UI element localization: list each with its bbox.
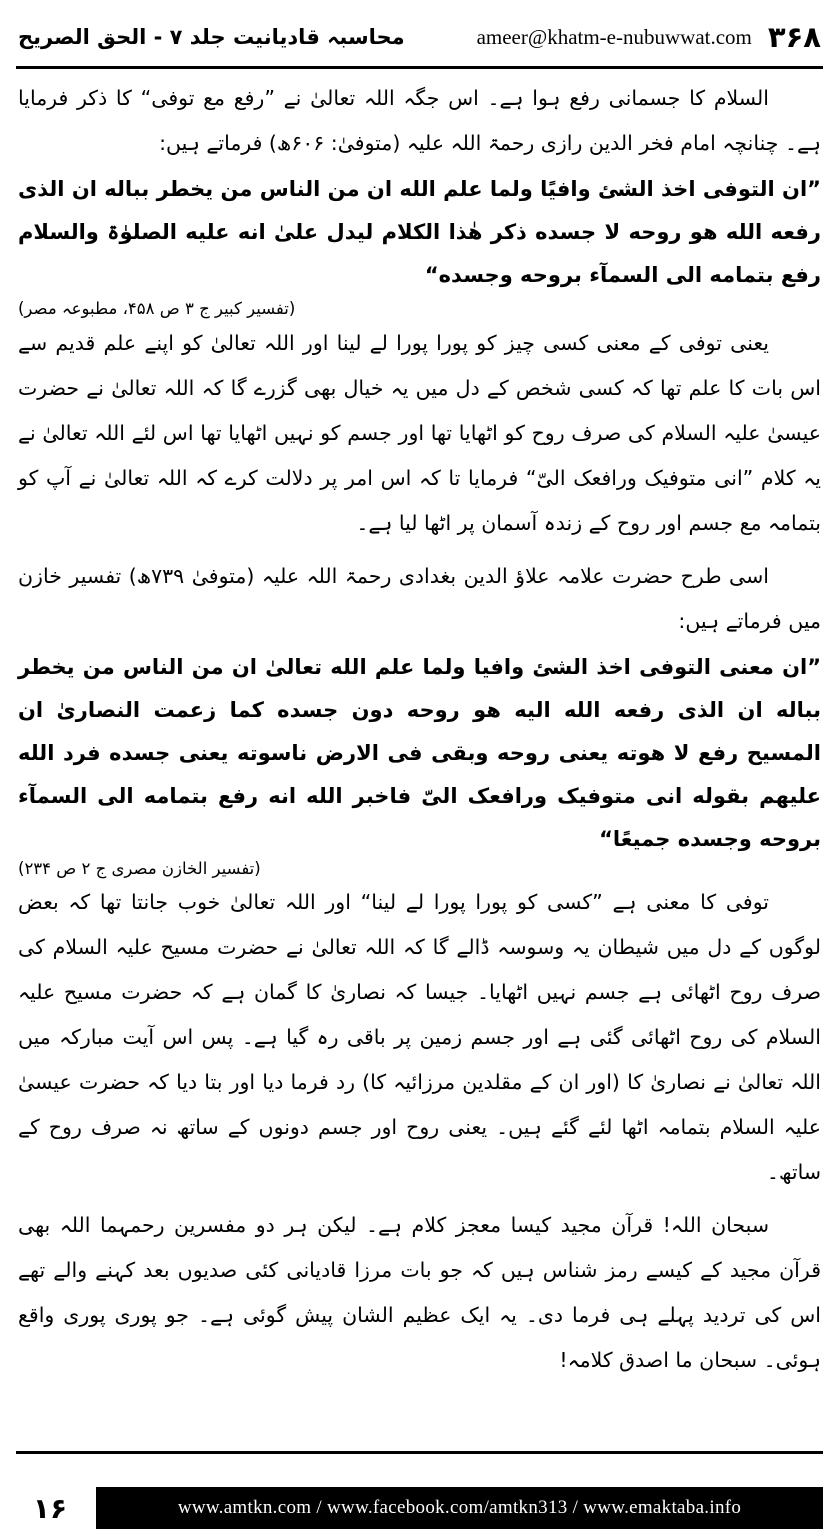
footer-links-bar [96, 1487, 823, 1529]
header-divider [16, 66, 823, 69]
paragraph-5: سبحان اللہ! قرآن مجید کیسا معجز کلام ہے۔ لیکن ہر دو مفسرین رحمہما اللہ بھی قرآن مجید کے کیسے رمز شناس ہیں کہ جو بات مرزا قادیانی کئی صدیوں بعد کہنے والے تھے اس کی تردید پہلے ہی فرما دی۔ یہ ایک عظیم الشان پیش گوئی ہے۔ جو پوری پوری واقع ہوئی۔ سبحان ما اصدق کلامہ! [18, 1213, 821, 1372]
contact-email: ameer@khatm-e-nubuwwat.com [476, 24, 752, 49]
paragraph-3: اسی طرح حضرت علامہ علاؤ الدین بغدادی رحمۃ اللہ علیہ (متوفیٰ ۷۳۹ھ) تفسیر خازن میں فرماتے ہیں: [18, 564, 821, 633]
header-page-number: ۳۶۸ [767, 20, 821, 54]
header-left-group [477, 20, 821, 54]
paragraph-1: السلام کا جسمانی رفع ہوا ہے۔ اس جگہ اللہ تعالیٰ نے ”رفع مع توفی“ کا ذکر فرمایا ہے۔ چنانچہ امام فخر الدین رازی رحمۃ اللہ علیہ (متوفیٰ: ۶۰۶ھ) فرماتے ہیں: [18, 86, 821, 155]
page-content [18, 76, 821, 1443]
arabic-quote-1: ”ان التوفی اخذ الشئ وافیًا ولما علم الله ان من الناس من یخطر بباله ان الذی رفعه الله هو روحه لا جسده ذکر هٰذا الکلام لیدل علیٰ انه علیه الصلوٰۃ والسلام رفع بتمامه الی السمآء بروحه وجسده“ [18, 177, 821, 287]
reference-2: (تفسیر الخازن مصری ج ۲ ص ۲۳۴) [18, 859, 261, 878]
footer-divider [16, 1451, 823, 1454]
header-title-group [18, 25, 405, 49]
arabic-quote-2: ”ان معنی التوفی اخذ الشئ وافیا ولما علم الله تعالیٰ ان من الناس من یخطر بباله ان الذی رفعه الله الیه هو روحه دون جسده کما زعمت النصاریٰ ان المسیح رفع لا هوته یعنی روحه وبقی فی الارض ناسوته یعنی جسده فرد الله علیهم بقوله انی متوفیک ورافعک الیّ فاخبر الله انه رفع بتمامه الی السمآء بروحه وجسده جمیعًا“ [18, 655, 821, 851]
paragraph-2: یعنی توفی کے معنی کسی چیز کو پورا پورا لے لینا اور اللہ تعالیٰ کو اپنے علم قدیم سے اس بات کا علم تھا کہ کسی شخص کے دل میں یہ خیال بھی گزرے گا کہ اللہ تعالیٰ نے حضرت عیسیٰ علیہ السلام کی صرف روح کو اٹھایا تھا اور جسم کو نہیں اٹھایا تھا اس لئے اللہ تعالیٰ نے یہ کلام ”انی متوفیک ورافعک الیّ“ فرمایا تا کہ اس امر پر دلالت کرے کہ اللہ تعالیٰ نے آپ کو بتمامہ مع جسم اور روح کے زندہ آسمان پر اٹھا لیا ہے۔ [18, 331, 821, 535]
page-footer [0, 1451, 839, 1539]
footer-links[interactable]: www.amtkn.com / www.facebook.com/amtkn313 / www.emaktaba.info [177, 1497, 742, 1518]
footer-page-number: ۱۶ [32, 1491, 68, 1525]
reference-1: (تفسیر کبیر ج ۳ ص ۴۵۸، مطبوعہ مصر) [18, 299, 296, 318]
reference-2-line [18, 859, 821, 878]
page-header [18, 14, 821, 60]
book-title: محاسبہ قادیانیت جلد ۷ - الحق الصریح [18, 25, 405, 49]
paragraph-4: توفی کا معنی ہے ”کسی کو پورا پورا لے لینا“ اور اللہ تعالیٰ خوب جانتا تھا کہ بعض لوگوں کے دل میں شیطان یہ وسوسہ ڈالے گا کہ اللہ تعالیٰ نے حضرت مسیح علیہ السلام کی صرف روح اٹھائی ہے جسم نہیں اٹھایا۔ جیسا کہ نصاریٰ کا گمان ہے کہ حضرت مسیح علیہ السلام کی روح اٹھائی گئی ہے اور جسم زمین پر باقی رہ گیا ہے۔ پس اس آیت مبارکہ میں اللہ تعالیٰ نے نصاریٰ کا (اور ان کے مقلدین مرزائیہ کا) رد فرما دیا اور بتا دیا کہ حضرت عیسیٰ علیہ السلام بتمامہ اٹھا لئے گئے ہیں۔ یعنی روح اور جسم دونوں کے ساتھ نہ صرف روح کے ساتھ۔ [18, 890, 821, 1184]
reference-1-line [18, 295, 821, 319]
